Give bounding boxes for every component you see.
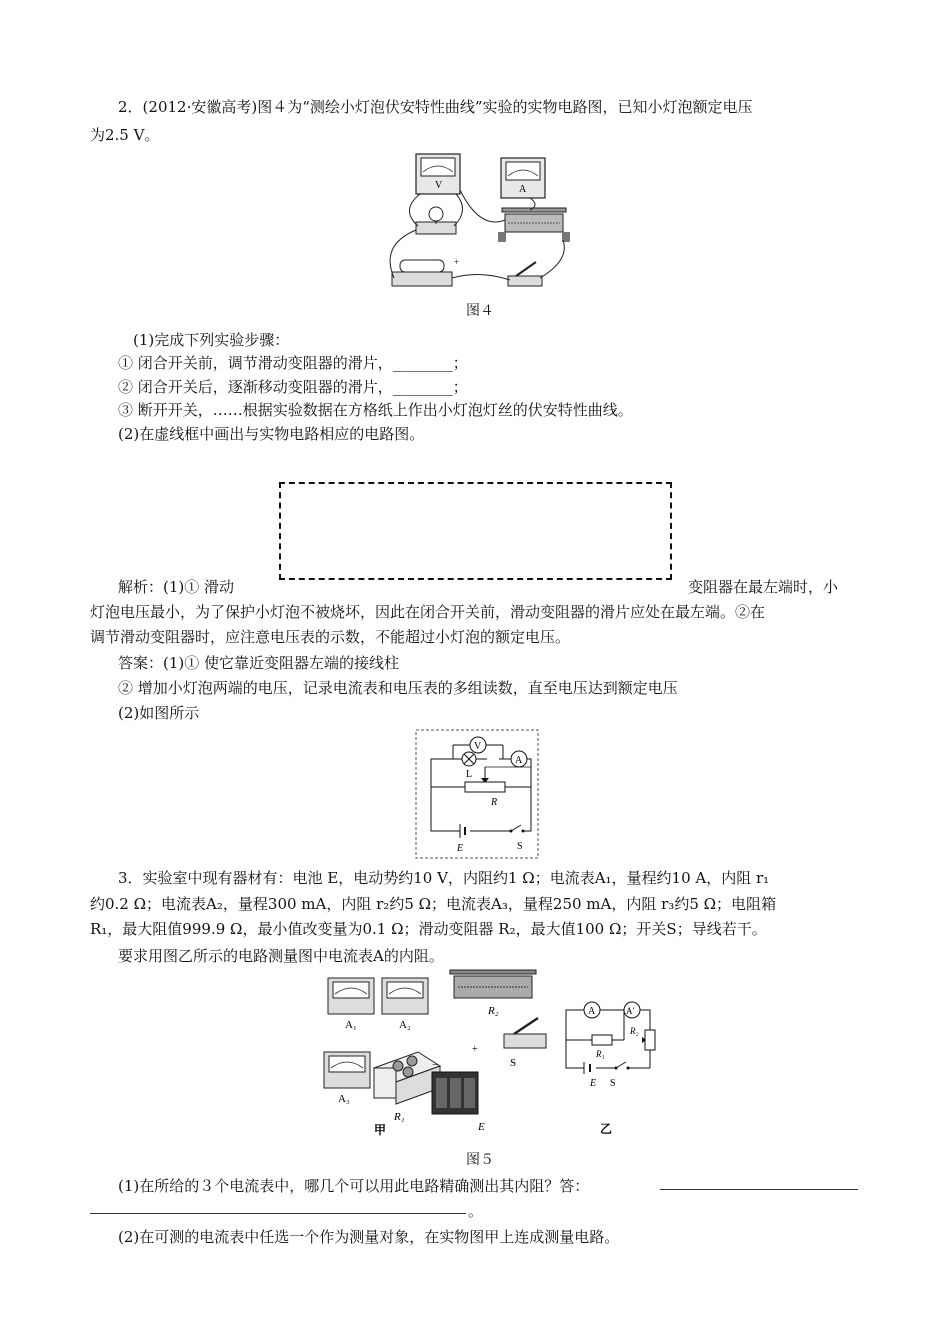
- battery-device: [392, 257, 459, 286]
- figure-5-schematic: [560, 1000, 670, 1140]
- q3-line-3: R₁，最大阻值999.9 Ω，最小值改变量为0.1 Ω；滑动变阻器 R₂，最大值100 Ω；开关S；导线若干。: [90, 920, 767, 938]
- switch-s-device: [504, 1018, 546, 1069]
- schematic-r1-label: R₁: [596, 1049, 605, 1059]
- battery-plus-label-3: +: [472, 1044, 478, 1055]
- e-label: E: [478, 1121, 485, 1133]
- figure-yi-label: 乙: [600, 1122, 613, 1136]
- answer-line-1: 答案：(1)① 使它靠近变阻器左端的接线柱: [118, 654, 400, 672]
- schematic-s-label: S: [610, 1078, 616, 1089]
- switch-device: [508, 262, 542, 286]
- analysis-line-2: 灯泡电压最小，为了保护小灯泡不被烧坏，因此在闭合开关前，滑动变阻器的滑片应处在最左端。②在: [90, 603, 766, 621]
- figure-4-physical-circuit: [380, 150, 570, 295]
- bulb-symbol-label: L: [466, 769, 473, 780]
- q3-sub-1-end: 。: [468, 1202, 484, 1220]
- answer-circuit-diagram: [415, 729, 539, 859]
- q2-step-2: ② 闭合开关后，逐渐移动变阻器的滑片，________；: [118, 378, 468, 396]
- q3-sub-2: (2)在可测的电流表中任选一个作为测量对象，在实物图甲上连成测量电路。: [118, 1228, 620, 1246]
- q3-line-2: 约0.2 Ω；电流表A₂，量程300 mA，内阻 r₂约5 Ω；电流表A₃，量程250 mA，内阻 r₃约5 Ω；电阻箱: [90, 895, 777, 913]
- a2-label: A₂: [399, 1019, 411, 1031]
- schematic-a-label: A: [588, 1006, 596, 1017]
- voltmeter-device: [416, 154, 460, 194]
- answer-blank-line-2: [90, 1213, 466, 1214]
- answer-line-3: (2)如图所示: [118, 704, 200, 722]
- dashed-drawing-box: [279, 482, 672, 580]
- figure-5-caption: 图５: [466, 1152, 494, 1168]
- q2-sub-1: (1)完成下列实验步骤：: [133, 331, 290, 349]
- ammeter-a2-device: [382, 978, 428, 1031]
- battery-symbol-label: E: [457, 843, 464, 854]
- a1-label: A₁: [345, 1019, 357, 1031]
- r1-label: R₁: [394, 1111, 405, 1123]
- analysis-line-3: 调节滑动变阻器时，应注意电压表的示数，不能超过小灯泡的额定电压。: [90, 628, 571, 646]
- figure-4-caption: 图４: [466, 303, 494, 319]
- q3-line-1: 3．实验室中现有器材有：电池 E，电动势约10 V，内阻约1 Ω；电流表A₁，量程约10 A，内阻 r₁: [118, 869, 770, 887]
- a3-label: A₃: [338, 1093, 350, 1105]
- rheostat-r2-device: [450, 970, 536, 1017]
- switch-symbol-label: S: [517, 841, 523, 852]
- rheostat-symbol-label: R: [491, 797, 498, 808]
- q3-sub-1: (1)在所给的３个电流表中，哪几个可以用此电路精确测出其内阻？答：: [118, 1177, 590, 1195]
- answer-blank-line-1: [660, 1189, 858, 1190]
- battery-plus-label: +: [454, 257, 460, 267]
- q2-line-1: 2．(2012·安徽高考)图４为“测绘小灯泡伏安特性曲线”实验的实物电路图，已知小灯泡额定电压: [118, 98, 753, 116]
- analysis-line-1a: 解析：(1)① 滑动: [118, 578, 235, 596]
- rheostat-device: [498, 208, 570, 242]
- q2-step-1: ① 闭合开关前，调节滑动变阻器的滑片，________；: [118, 354, 468, 372]
- ammeter-device: [501, 158, 545, 198]
- battery-minus-label: −: [432, 1060, 438, 1071]
- schematic-r2-label: R₂: [630, 1026, 639, 1036]
- q2-sub-2: (2)在虚线框中画出与实物电路相应的电路图。: [118, 425, 425, 443]
- analysis-line-1b: 变阻器在最左端时，小: [688, 578, 839, 596]
- ammeter-a1-device: [328, 978, 374, 1031]
- ammeter-label: A: [519, 184, 527, 195]
- ammeter-a3-device: [324, 1052, 370, 1105]
- ammeter-symbol-label: A: [515, 755, 523, 766]
- bulb-device: [416, 207, 456, 234]
- resistance-box-r1-device: [374, 1052, 440, 1123]
- q2-step-3: ③ 断开开关，……根据实验数据在方格纸上作出小灯泡灯丝的伏安特性曲线。: [118, 401, 633, 419]
- answer-line-2: ② 增加小灯泡两端的电压，记录电流表和电压表的多组读数，直至电压达到额定电压: [118, 679, 678, 697]
- schematic-a-prime-label: A′: [626, 1006, 635, 1016]
- battery-e-device: [432, 1044, 485, 1133]
- q3-line-4: 要求用图乙所示的电路测量图中电流表A的内阻。: [118, 947, 444, 965]
- s-label: S: [510, 1057, 517, 1069]
- voltmeter-symbol-label: V: [474, 741, 482, 752]
- r2-label: R₂: [488, 1005, 499, 1017]
- q2-line-2: 为2.5 V。: [90, 126, 160, 144]
- schematic-e-label: E: [590, 1078, 597, 1089]
- voltmeter-label: V: [435, 180, 443, 191]
- figure-jia-label: 甲: [374, 1123, 387, 1137]
- figure-5-apparatus: [318, 968, 568, 1140]
